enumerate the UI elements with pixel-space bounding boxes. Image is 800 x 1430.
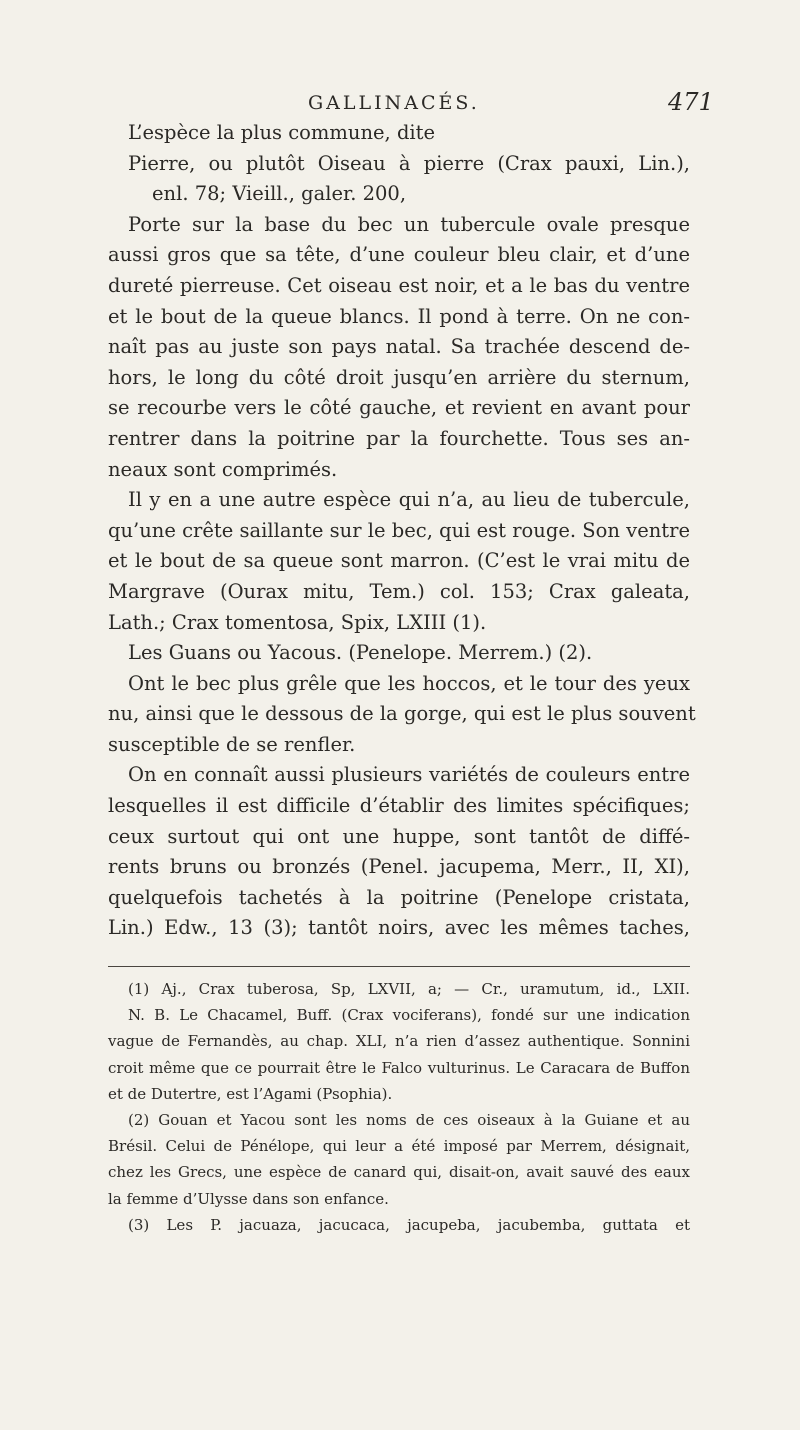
text-line: Lin.) Edw., 13 (3); tantôt noirs, avec les mêmes taches, <box>108 916 690 940</box>
text-line: naît pas au juste son pays natal. Sa trachée descend de- <box>108 335 690 359</box>
text-line: Il y en a une autre espèce qui n’a, au lieu de tubercule, <box>128 488 690 512</box>
footnote-line: croit même que ce pourrait être le Falco vulturinus. Le Caracara de Buffon <box>108 1058 690 1077</box>
text-line: enl. 78; Vieill., galer. 200, <box>152 182 407 206</box>
footnote-line: N. B. Le Chacamel, Buff. (Crax vociferans), fondé sur une indication <box>128 1006 690 1025</box>
text-line: et le bout de sa queue sont marron. (C’est le vrai mitu de <box>108 549 690 573</box>
text-line: On en connaît aussi plusieurs variétés de couleurs entre <box>128 763 690 787</box>
text-line: Ont le bec plus grêle que les hoccos, et le tour des yeux <box>128 671 690 695</box>
text-line: Margrave (Ourax mitu, Tem.) col. 153; Crax galeata, <box>108 579 690 603</box>
text-line: Pierre, ou plutôt Oiseau à pierre (Crax pauxi, Lin.), <box>128 151 690 175</box>
footnote-line: (2) Gouan et Yacou sont les noms de ces oiseaux à la Guiane et au <box>128 1110 690 1129</box>
running-title: GALLINACÉS. <box>308 92 480 114</box>
text-line: hors, le long du côté droit jusqu’en arrière du sternum, <box>108 365 690 389</box>
text-line: quelquefois tachetés à la poitrine (Penelope cristata, <box>108 885 690 909</box>
text-line: ceux surtout qui ont une huppe, sont tantôt de diffé- <box>108 824 690 848</box>
footnote-line: (1) Aj., Crax tuberosa, Sp, LXVII, a; — Cr., uramutum, id., LXII. <box>128 980 690 998</box>
text-line: Lath.; Crax tomentosa, Spix, LXIII (1). <box>108 610 487 634</box>
text-line: rentrer dans la poitrine par la fourchette. Tous ses an- <box>108 426 690 450</box>
text-line: L’espèce la plus commune, dite <box>128 121 436 144</box>
text-line: rents bruns ou bronzés (Penel. jacupema, Merr., II, XI), <box>108 855 690 879</box>
text-line: dureté pierreuse. Cet oiseau est noir, et a le bas du ventre <box>108 273 690 297</box>
footnote-line: la femme d’Ulysse dans son enfance. <box>108 1189 389 1208</box>
text-line: neaux sont comprimés. <box>108 457 338 481</box>
text-line: Les Guans ou Yacous. (Penelope. Merrem.) (2). <box>128 641 593 665</box>
footnotes <box>108 976 690 1238</box>
page-number: 471 <box>668 88 714 116</box>
main-text <box>108 118 696 944</box>
page-header <box>0 88 800 122</box>
text-line: qu’une crête saillante sur le bec, qui est rouge. Son ventre <box>108 518 690 542</box>
footnote-line: vague de Fernandès, au chap. XLI, n’a rien d’assez authentique. Sonnini <box>108 1032 690 1051</box>
text-line: et le bout de la queue blancs. Il pond à terre. On ne con- <box>108 304 690 328</box>
text-line: se recourbe vers le côté gauche, et revient en avant pour <box>108 396 690 420</box>
footnote-line: (3) Les P. jacuaza, jacucaca, jacupeba, jacubemba, guttata et <box>128 1215 690 1234</box>
footnote-line: chez les Grecs, une espèce de canard qui, disait-on, avait sauvé des eaux <box>108 1163 690 1182</box>
text-line: aussi gros que sa tête, d’une couleur bleu clair, et d’une <box>108 243 690 267</box>
text-line: susceptible de se renfler. <box>108 732 356 756</box>
text-line: Porte sur la base du bec un tubercule ovale presque <box>128 212 690 236</box>
footnote-line: et de Dutertre, est l’Agami (Psophia). <box>108 1084 393 1103</box>
text-line: lesquelles il est difficile d’établir des limites spécifiques; <box>108 794 690 818</box>
text-line: nu, ainsi que le dessous de la gorge, qui est le plus souvent <box>108 702 696 726</box>
footnote-line: Brésil. Celui de Pénélope, qui leur a été imposé par Merrem, désignait, <box>108 1137 690 1156</box>
footnote-divider <box>108 966 690 967</box>
